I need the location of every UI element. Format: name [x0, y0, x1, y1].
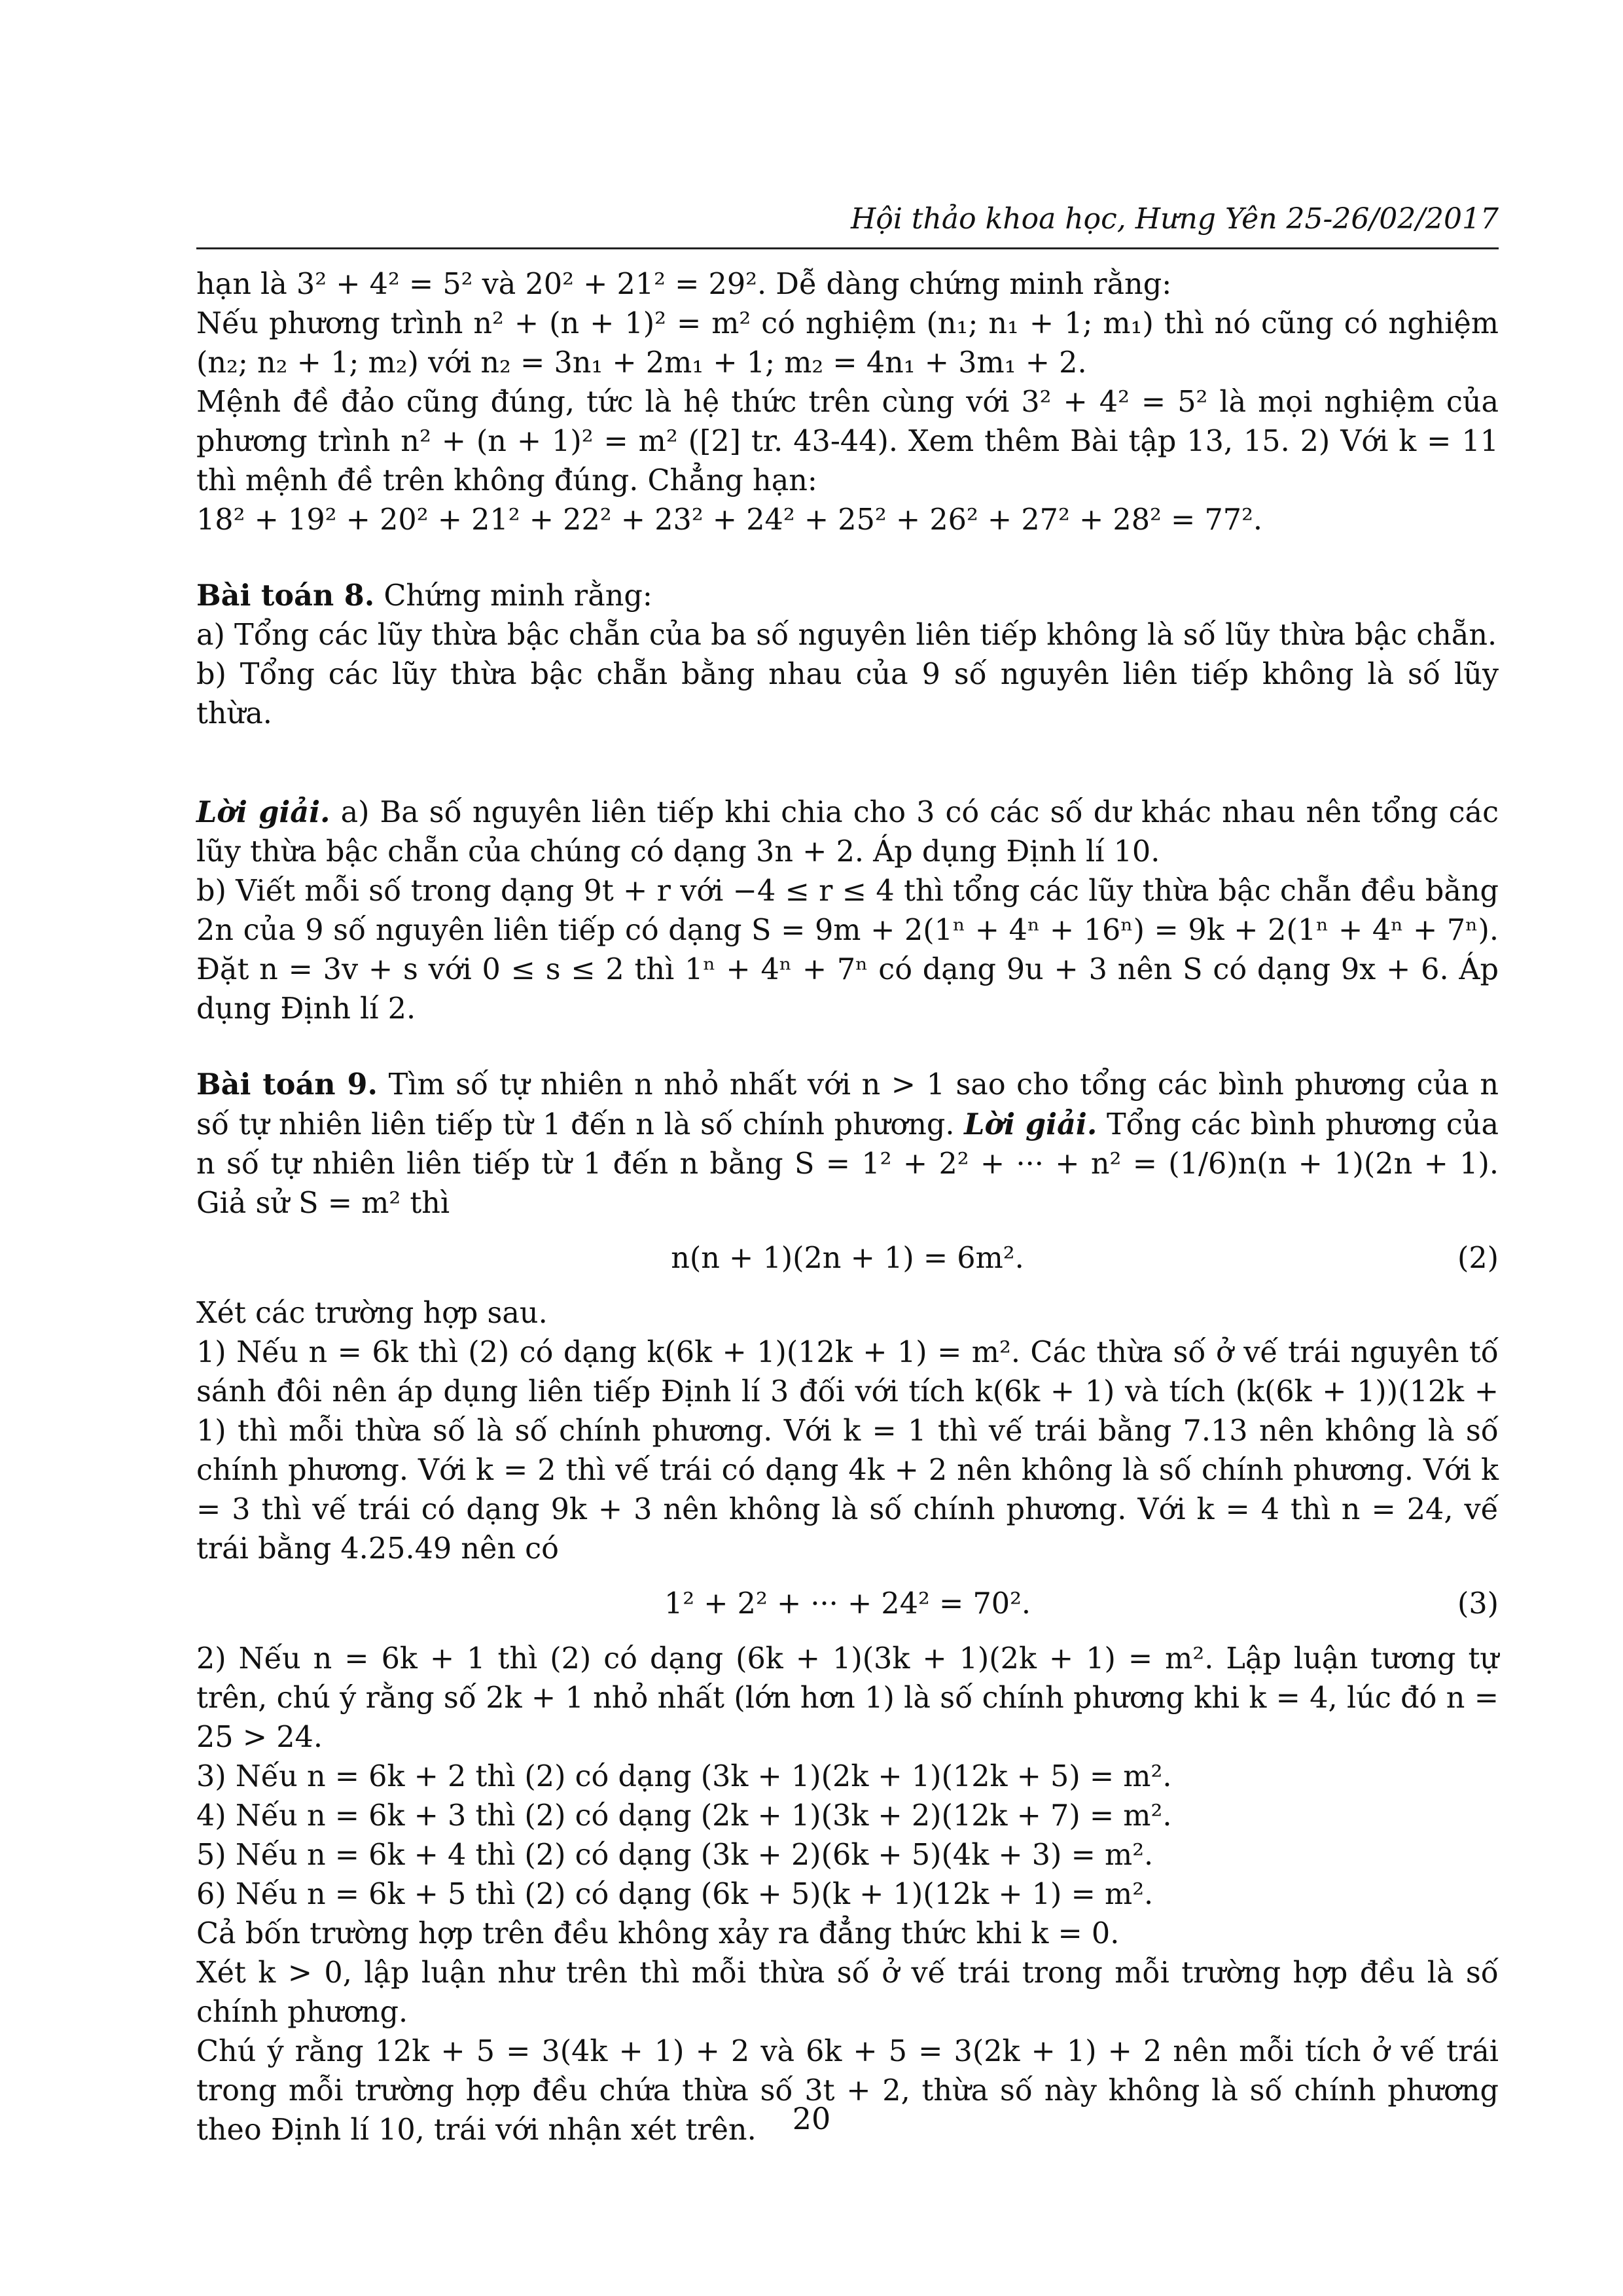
problem-label: Bài toán 8. — [196, 579, 375, 613]
running-title: Hội thảo khoa học, Hưng Yên 25-26/02/2017 — [850, 202, 1499, 236]
case-3: 3) Nếu n = 6k + 2 thì (2) có dạng (3k + 1)(2k + 1)(12k + 5) = m². — [196, 1760, 1172, 1793]
equation-2 — [196, 1238, 1499, 1280]
paragraph: Mệnh đề đảo cũng đúng, tức là hệ thức trên cùng với 3² + 4² = 5² là mọi nghiệm của phương trình n² + (n + 1)² = m² ([2] tr. 43-44). Xem thêm Bài tập 13, 15. 2) Với k = 11 thì mệnh đề trên không đúng. Chẳng hạn: — [196, 386, 1499, 497]
case-6: 6) Nếu n = 6k + 5 thì (2) có dạng (6k + 5)(k + 1)(12k + 1) = m². — [196, 1878, 1154, 1911]
page-number: 20 — [792, 2101, 831, 2136]
case-2: 2) Nếu n = 6k + 1 thì (2) có dạng (6k + 1)(3k + 1)(2k + 1) = m². Lập luận tương tự trên, chú ý rằng số 2k + 1 nhỏ nhất (lớn hơn 1) là số chính phương khi k = 4, lúc đó n = 25 > 24. — [196, 1642, 1499, 1754]
problem-9 — [196, 1065, 1499, 1223]
solution-text: Tổng các bình phương của n số tự nhiên liên tiếp từ 1 đến n bằng S = 1² + 2² + ··· + n² = (1/6)n(n + 1)(2n + 1). Giả sử S = m² thì — [196, 1108, 1499, 1220]
problem-8 — [196, 576, 1499, 616]
equation-3 — [196, 1583, 1499, 1625]
paragraph: Cả bốn trường hợp trên đều không xảy ra đẳng thức khi k = 0. — [196, 1917, 1120, 1950]
paragraph: Chú ý rằng 12k + 5 = 3(4k + 1) + 2 và 6k + 5 = 3(2k + 1) + 2 nên mỗi tích ở vế trái trong mỗi trường hợp đều chứa thừa số 3t + 2, thừa số này không là số chính phương theo Định lí 10, trái với nhận xét trên. — [196, 2035, 1499, 2147]
paragraph: 18² + 19² + 20² + 21² + 22² + 23² + 24² + 25² + 26² + 27² + 28² = 77². — [196, 503, 1263, 537]
problem-part: a) Tổng các lũy thừa bậc chẵn của ba số nguyên liên tiếp không là số lũy thừa bậc chẵn. — [196, 619, 1497, 652]
paragraph: hạn là 3² + 4² = 5² và 20² + 21² = 29². Dễ dàng chứng minh rằng: — [196, 268, 1172, 301]
problem-statement: Chứng minh rằng: — [383, 579, 652, 613]
solution-text: a) Ba số nguyên liên tiếp khi chia cho 3 có các số dư khác nhau nên tổng các lũy thừa bậc chẵn của chúng có dạng 3n + 2. Áp dụng Định lí 10. — [196, 796, 1499, 869]
page-body — [196, 265, 1499, 2150]
paragraph: Xét k > 0, lập luận như trên thì mỗi thừa số ở vế trái trong mỗi trường hợp đều là số chính phương. — [196, 1956, 1499, 2029]
solution-label: Lời giải. — [964, 1107, 1097, 1141]
problem-statement: Tìm số tự nhiên n nhỏ nhất với n > 1 sao cho tổng các bình phương của n số tự nhiên liên tiếp từ 1 đến n là số chính phương. — [196, 1068, 1499, 1141]
equation-number: (3) — [1457, 1587, 1499, 1621]
solution-8-part-b: b) Viết mỗi số trong dạng 9t + r với −4 ≤ r ≤ 4 thì tổng các lũy thừa bậc chẵn đều bằng 2n của 9 số nguyên liên tiếp có dạng S = 9m + 2(1ⁿ + 4ⁿ + 16ⁿ) = 9k + 2(1ⁿ + 4ⁿ + 7ⁿ). Đặt n = 3v + s với 0 ≤ s ≤ 2 thì 1ⁿ + 4ⁿ + 7ⁿ có dạng 9u + 3 nên S có dạng 9x + 6. Áp dụng Định lí 2. — [196, 874, 1499, 1026]
paragraph: Xét các trường hợp sau. — [196, 1297, 548, 1330]
equation-number: (2) — [1457, 1242, 1499, 1275]
case-1: 1) Nếu n = 6k thì (2) có dạng k(6k + 1)(12k + 1) = m². Các thừa số ở vế trái nguyên tố sánh đôi nên áp dụng liên tiếp Định lí 3 đối với tích k(6k + 1) và tích (k(6k + 1))(12k + 1) thì mỗi thừa số là số chính phương. Với k = 1 thì vế trái bằng 7.13 nên không là số chính phương. Với k = 2 thì vế trái có dạng 4k + 2 nên không là số chính phương. Với k = 3 thì vế trái có dạng 9k + 3 nên không là số chính phương. Với k = 4 thì n = 24, vế trái bằng 4.25.49 nên có — [196, 1336, 1499, 1566]
running-header — [196, 196, 1499, 249]
solution-8-part-a — [196, 793, 1499, 872]
case-5: 5) Nếu n = 6k + 4 thì (2) có dạng (3k + 2)(6k + 5)(4k + 3) = m². — [196, 1839, 1154, 1872]
problem-label: Bài toán 9. — [196, 1067, 378, 1102]
problem-part: b) Tổng các lũy thừa bậc chẵn bằng nhau của 9 số nguyên liên tiếp không là số lũy thừa. — [196, 658, 1499, 730]
equation-expr: 1² + 2² + ··· + 24² = 70². — [664, 1587, 1031, 1621]
paragraph: Nếu phương trình n² + (n + 1)² = m² có nghiệm (n₁; n₁ + 1; m₁) thì nó cũng có nghiệm (n₂; n₂ + 1; m₂) với n₂ = 3n₁ + 2m₁ + 1; m₂ = 4n₁ + 3m₁ + 2. — [196, 307, 1499, 380]
page-footer — [0, 2101, 1623, 2136]
case-4: 4) Nếu n = 6k + 3 thì (2) có dạng (2k + 1)(3k + 2)(12k + 7) = m². — [196, 1799, 1172, 1833]
solution-label: Lời giải. — [196, 795, 330, 829]
equation-expr: n(n + 1)(2n + 1) = 6m². — [671, 1242, 1024, 1275]
